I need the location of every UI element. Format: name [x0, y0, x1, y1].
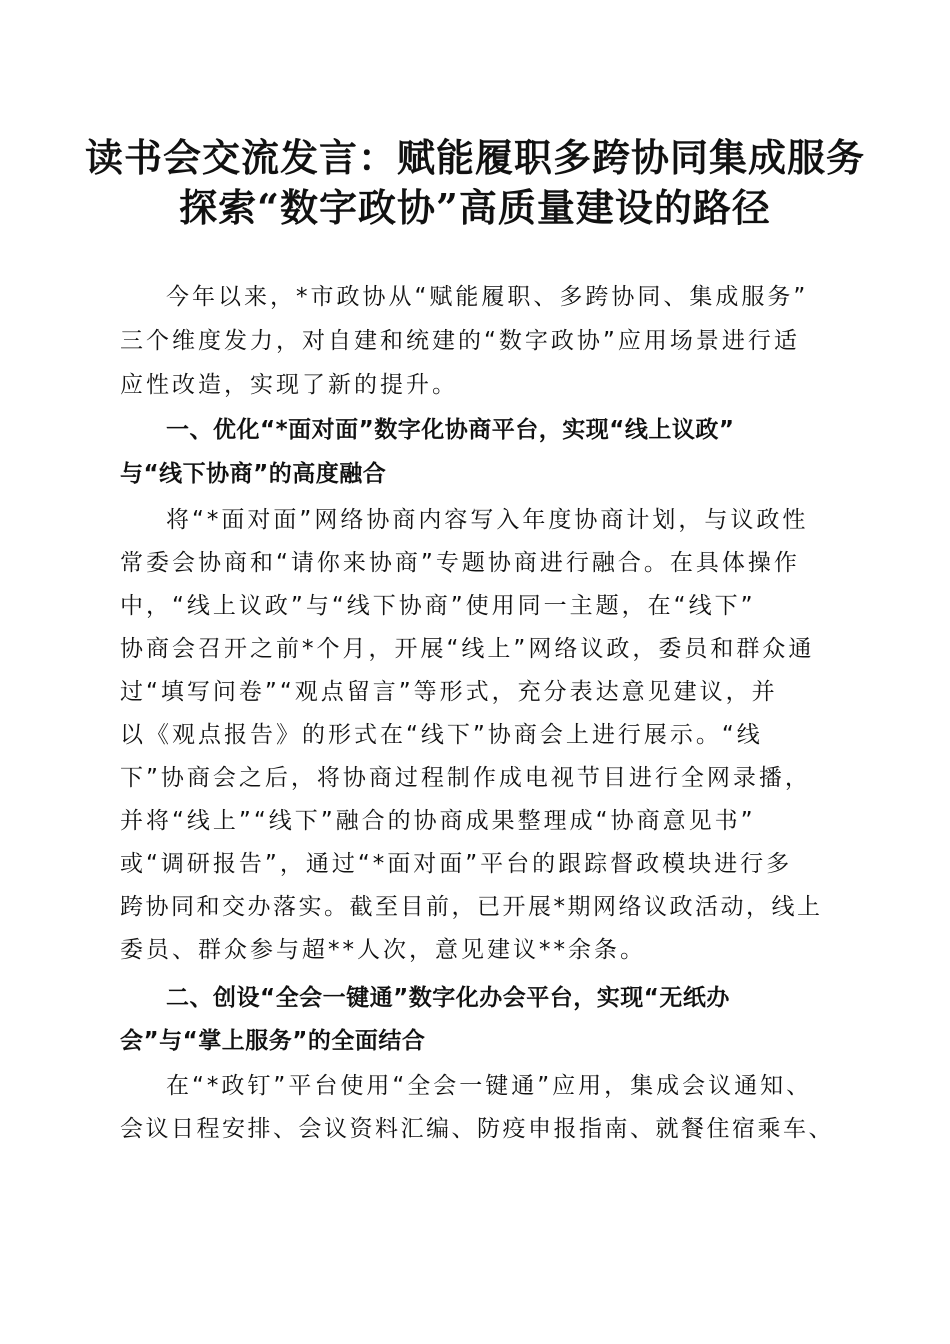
intro-line-2: 三个维度发力，对自建和统建的“数字政协”应用场景进行适 [120, 328, 800, 354]
section1-body-line-10: 跨协同和交办落实。截至目前，已开展*期网络议政活动，线上 [120, 894, 823, 920]
section2-body-line-2: 会议日程安排、会议资料汇编、防疫申报指南、就餐住宿乘车、 [120, 1116, 834, 1142]
section2-body-line-1: 在“*政钉”平台使用“全会一键通”应用，集成会议通知、 [166, 1073, 813, 1099]
section1-body-line-3: 中，“线上议政”与“线下协商”使用同一主题，在“线下” [120, 593, 756, 619]
section2-heading-line-2: 会”与“掌上服务”的全面结合 [120, 1028, 426, 1054]
section1-body-line-8: 并将“线上”“线下”融合的协商成果整理成“协商意见书” [120, 808, 756, 834]
section1-heading-line-1: 一、优化“*面对面”数字化协商平台，实现“线上议政” [166, 417, 735, 443]
section1-heading-line-2: 与“线下协商”的高度融合 [120, 461, 387, 487]
document-title-line-2: 探索“数字政协”高质量建设的路径 [179, 185, 771, 230]
section2-heading-line-1: 二、创设“全会一键通”数字化办会平台，实现“无纸办 [166, 985, 730, 1011]
section1-body-line-1: 将“*面对面”网络协商内容写入年度协商计划，与议政性 [166, 507, 809, 533]
document-title-line-1: 读书会交流发言：赋能履职多跨协同集成服务 [84, 135, 865, 180]
section1-body-line-7: 下”协商会之后，将协商过程制作成电视节目进行全网录播， [120, 765, 811, 791]
intro-line-3: 应性改造，实现了新的提升。 [120, 372, 458, 398]
section1-body-line-5: 过“填写问卷”“观点留言”等形式，充分表达意见建议，并 [120, 679, 778, 705]
intro-line-1: 今年以来，*市政协从“赋能履职、多跨协同、集成服务” [166, 284, 809, 310]
section1-body-line-6: 以《观点报告》的形式在“线下”协商会上进行展示。“线 [120, 722, 763, 748]
section1-body-line-11: 委员、群众参与超**人次，意见建议**余条。 [120, 937, 646, 963]
section1-body-line-4: 协商会召开之前*个月，开展“线上”网络议政，委员和群众通 [120, 636, 815, 662]
section1-body-line-2: 常委会协商和“请你来协商”专题协商进行融合。在具体操作 [120, 550, 800, 576]
section1-body-line-9: 或“调研报告”，通过“*面对面”平台的跟踪督政模块进行多 [120, 851, 793, 877]
